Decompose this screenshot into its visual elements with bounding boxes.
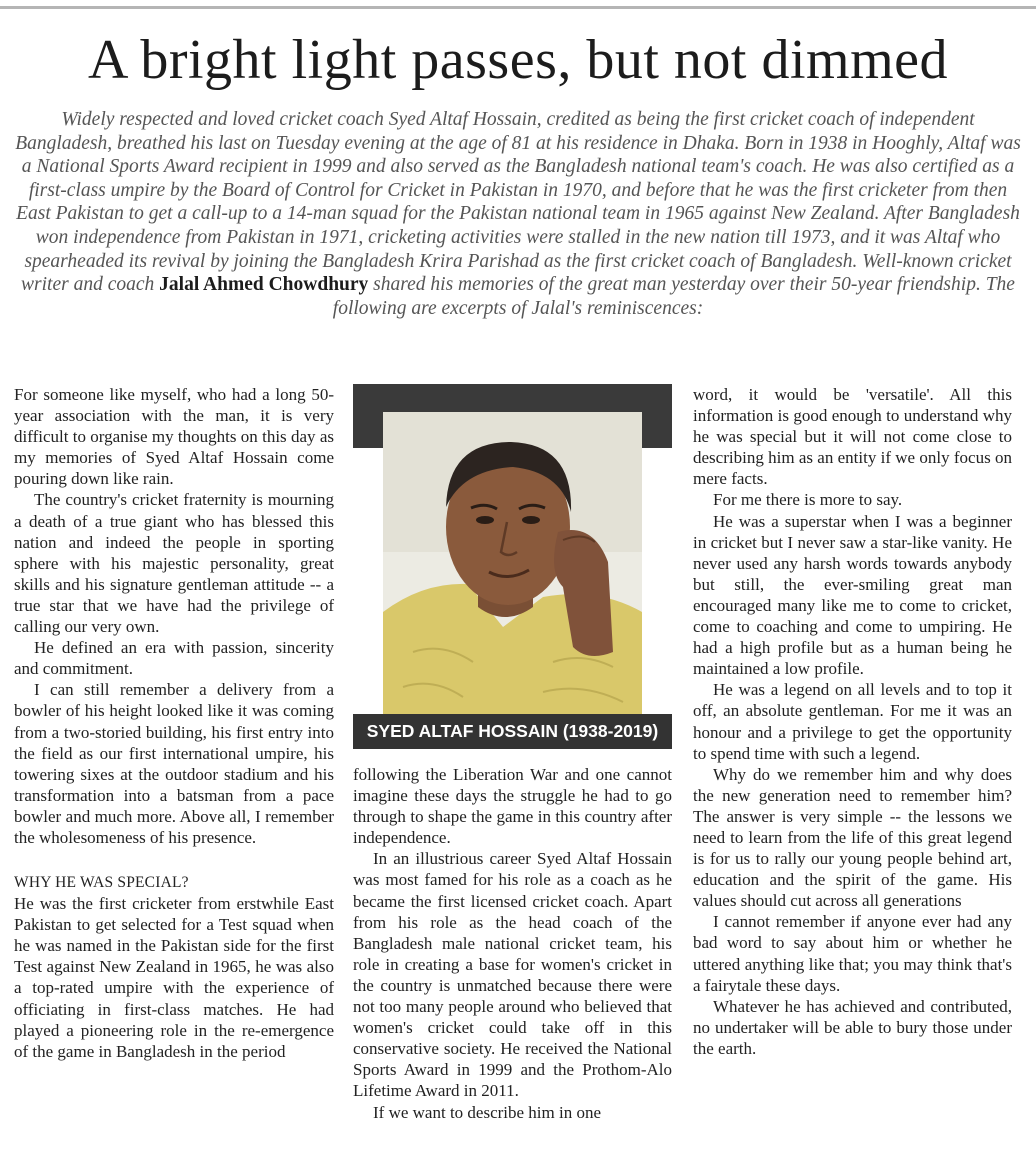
paragraph: For someone like myself, who had a long 50-year association with the man, it is very difficult to organise my thoughts on this day as my memories of Syed Altaf Hossain come pouring down like rain. bbox=[14, 385, 334, 489]
photo-frame bbox=[353, 384, 672, 749]
paragraph: In an illustrious career Syed Altaf Hossain was most famed for his role as a coach as he became the first licensed cricket coach. Apart from his role as the head coach of the Bangladesh male national cricket team, his role in creating a base for women's cricket in the country is unmatched because there were not too many people around who believed that women's cricket could take off in this conservative society. He received the National Sports Award in 1999 and the Prothom-Alo Lifetime Award in 2011. bbox=[353, 849, 672, 1101]
paragraph: The country's cricket fraternity is mourning a death of a true giant who has blessed this nation and indeed the people in sporting sphere with his majestic personality, great skills and his signature gentleman attitude -- a true star that we have had the privilege of calling our very own. bbox=[14, 490, 334, 637]
frame-left-edge bbox=[353, 384, 383, 448]
paragraph: Whatever he has achieved and contributed, no undertaker will be able to bury those under the earth. bbox=[693, 996, 1012, 1058]
portrait-photo bbox=[383, 412, 642, 714]
intro-text-before: Widely respected and loved cricket coach Syed Altaf Hossain, credited as being the first cricket coach of independent Bangladesh, breathed his last on Tuesday evening at the age of 81 at his residence in Dhaka. Born in 1938 in Hooghly, Altaf was a National Sports Award recipient in 1999 and also served as the Bangladesh national team's coach. He was also certified as a first-class umpire by the Board of Control for Cricket in Pakistan in 1970, and before that he was the first cricketer from then East Pakistan to get a call-up to a 14-man squad for the Pakistan national team in 1965 against New Zealand. After Bangladesh won independence from Pakistan in 1971, cricketing activities were stalled in the new nation till 1973, and it was Altaf who spearheaded its revival by joining the Bangladesh Krira Parishad as the first cricket coach of Bangladesh. Well-known cricket writer and coach bbox=[15, 109, 1021, 296]
subheading: WHY HE WAS SPECIAL? bbox=[14, 874, 189, 892]
intro-text-after: shared his memories of the great man yesterday over their 50-year friendship. The following are excerpts of Jalal's reminiscences: bbox=[332, 274, 1015, 319]
article-column-3 bbox=[693, 384, 1012, 1059]
portrait-illustration bbox=[383, 412, 642, 714]
paragraph: For me there is more to say. bbox=[713, 490, 903, 510]
paragraph: I cannot remember if anyone ever had any bad word to say about him or whether he uttered anything like that; you may think that's a fairytale these days. bbox=[693, 912, 1012, 995]
paragraph: following the Liberation War and one cannot imagine these days the struggle he had to go through to shape the game in this country after independence. bbox=[353, 765, 672, 848]
paragraph: I can still remember a delivery from a bowler of his height looked like it was coming from a two-storied building, his first entry into the field as our first international umpire, his towering sixes at the outdoor stadium and his transformation into a batsman from a pace bowler and much more. Above all, I remember the wholesomeness of his presence. bbox=[14, 680, 334, 847]
paragraph: word, it would be 'versatile'. All this information is good enough to understand why he was special but it will not come close to describing him as an entity if we only focus on mere facts. bbox=[693, 385, 1012, 489]
paragraph: If we want to describe him in one bbox=[373, 1102, 602, 1122]
frame-bar bbox=[353, 384, 672, 412]
paragraph: He was a legend on all levels and to top it off, an absolute gentleman. For me it was an honour and a privilege to get the opportunity to spend time with such a legend. bbox=[693, 680, 1012, 763]
paragraph: Why do we remember him and why does the new generation need to remember him? The answer is very simple -- the lessons we need to learn from the life of this great legend is for us to rally our young people behind art, education and the spirit of the game. His values should cut across all generations bbox=[693, 764, 1012, 911]
author-name: Jalal Ahmed Chowdhury bbox=[159, 274, 369, 296]
article-column-1 bbox=[14, 384, 334, 1062]
paragraph: He defined an era with passion, sincerity and commitment. bbox=[14, 638, 334, 679]
frame-right-edge bbox=[642, 384, 672, 448]
photo-caption: SYED ALTAF HOSSAIN (1938-2019) bbox=[353, 714, 672, 749]
paragraph: He was the first cricketer from erstwhile East Pakistan to get selected for a Test squad when he was named in the Pakistan side for the first Test against New Zealand in 1965, he was also a top-rated umpire with the experience of officiating in first-class matches. He had played a pioneering role in the re-emergence of the game in Bangladesh in the period bbox=[14, 894, 334, 1061]
top-rule bbox=[0, 6, 1036, 9]
intro-paragraph bbox=[14, 108, 1022, 320]
article-column-2 bbox=[353, 764, 672, 1123]
paragraph: He was a superstar when I was a beginner in cricket but I never saw a star-like vanity. He never used any harsh words towards anybody but still, the ever-smiling great man encouraged many like me to come to cricket, come to coaching and come to umpiring. He had a high profile but as a human being he maintained a low profile. bbox=[693, 511, 1012, 679]
headline: A bright light passes, but not dimmed bbox=[87, 29, 949, 91]
